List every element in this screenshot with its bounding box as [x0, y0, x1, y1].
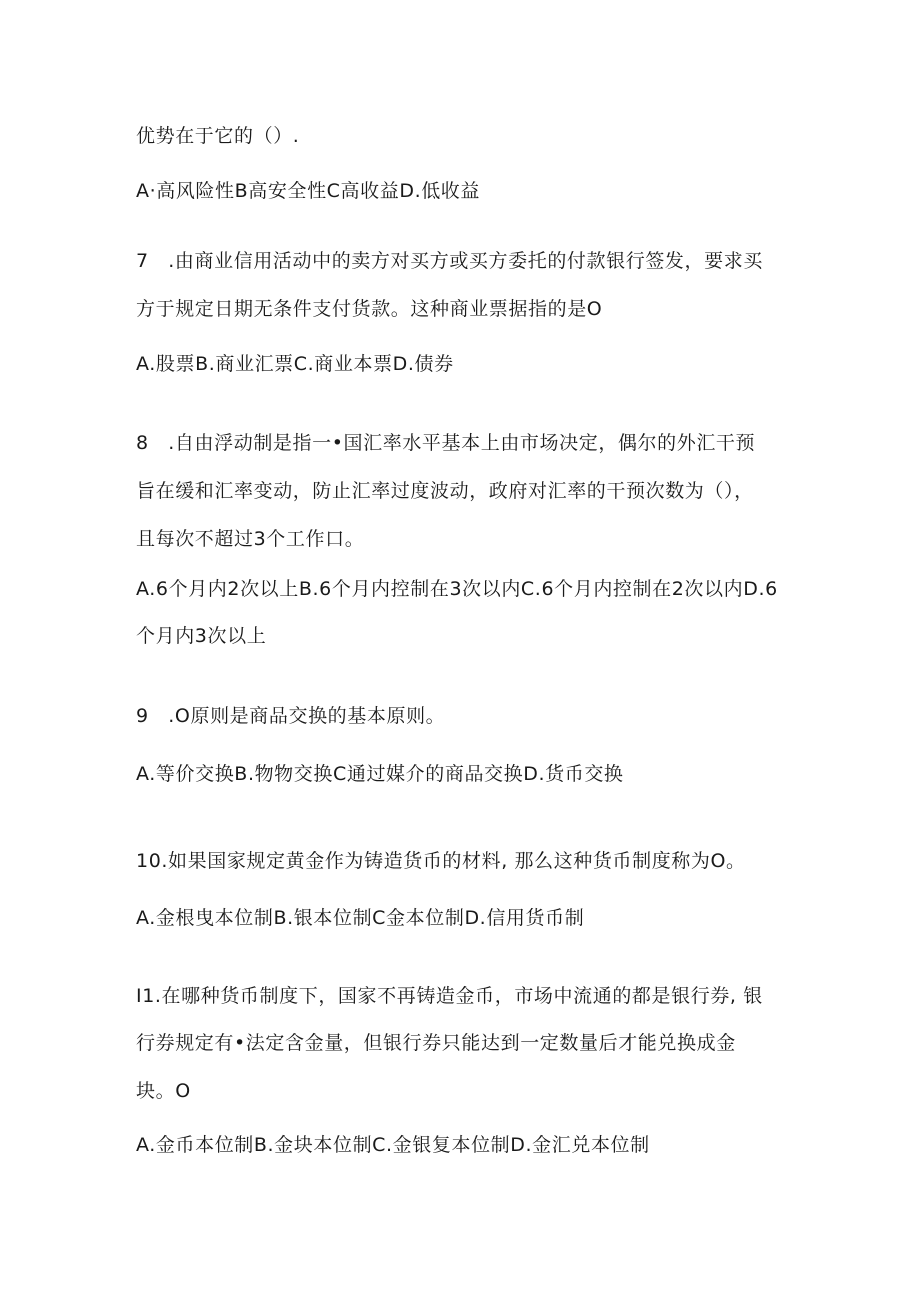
question-8-stem-line-1: 8 .自由浮动制是指一•国汇率水平基本上由市场决定，偶尔的外汇干预 — [136, 432, 756, 454]
question-9-options: A.等价交换B.物物交换C通过媒介的商品交换D.货币交换 — [136, 763, 624, 785]
question-11-options: A.金币本位制B.金块本位制C.金银复本位制D.金汇兑本位制 — [136, 1134, 650, 1156]
question-8-options-line-1: A.6个月内2次以上B.6个月内控制在3次以内C.6个月内控制在2次以内D.6 — [136, 578, 778, 600]
question-6-options: A·高风险性B高安全性C高收益D.低收益 — [136, 180, 481, 202]
question-7-stem-line-1: 7 .由商业信用活动中的卖方对买方或买方委托的付款银行签发，要求买 — [136, 250, 763, 272]
question-11-stem-line-1: I1.在哪种货币制度下，国家不再铸造金币，市场中流通的都是银行券, 银 — [136, 985, 763, 1007]
question-7-stem-line-2: 方于规定日期无条件支付货款。这种商业票据指的是O — [136, 298, 603, 320]
question-8-options-line-2: 个月内3次以上 — [136, 625, 267, 647]
question-8-stem-line-3: 且每次不超过3个工作口。 — [136, 528, 365, 550]
question-9-stem: 9 .O原则是商品交换的基本原则。 — [136, 705, 446, 727]
question-8-stem-line-2: 旨在缓和汇率变动，防止汇率过度波动，政府对汇率的干预次数为（）， — [136, 480, 754, 502]
question-11-stem-line-3: 块。O — [136, 1080, 191, 1102]
question-10-stem: 10.如果国家规定黄金作为铸造货币的材料, 那么这种货币制度称为O。 — [136, 850, 746, 872]
question-6-stem-line-2: 优势在于它的（）. — [136, 125, 300, 147]
question-7-options: A.股票B.商业汇票C.商业本票D.债券 — [136, 353, 454, 375]
question-10-options: A.金根曳本位制B.银本位制C金本位制D.信用货币制 — [136, 907, 585, 929]
question-11-stem-line-2: 行券规定有•法定含金量，但银行券只能达到一定数量后才能兑换成金 — [136, 1032, 736, 1054]
